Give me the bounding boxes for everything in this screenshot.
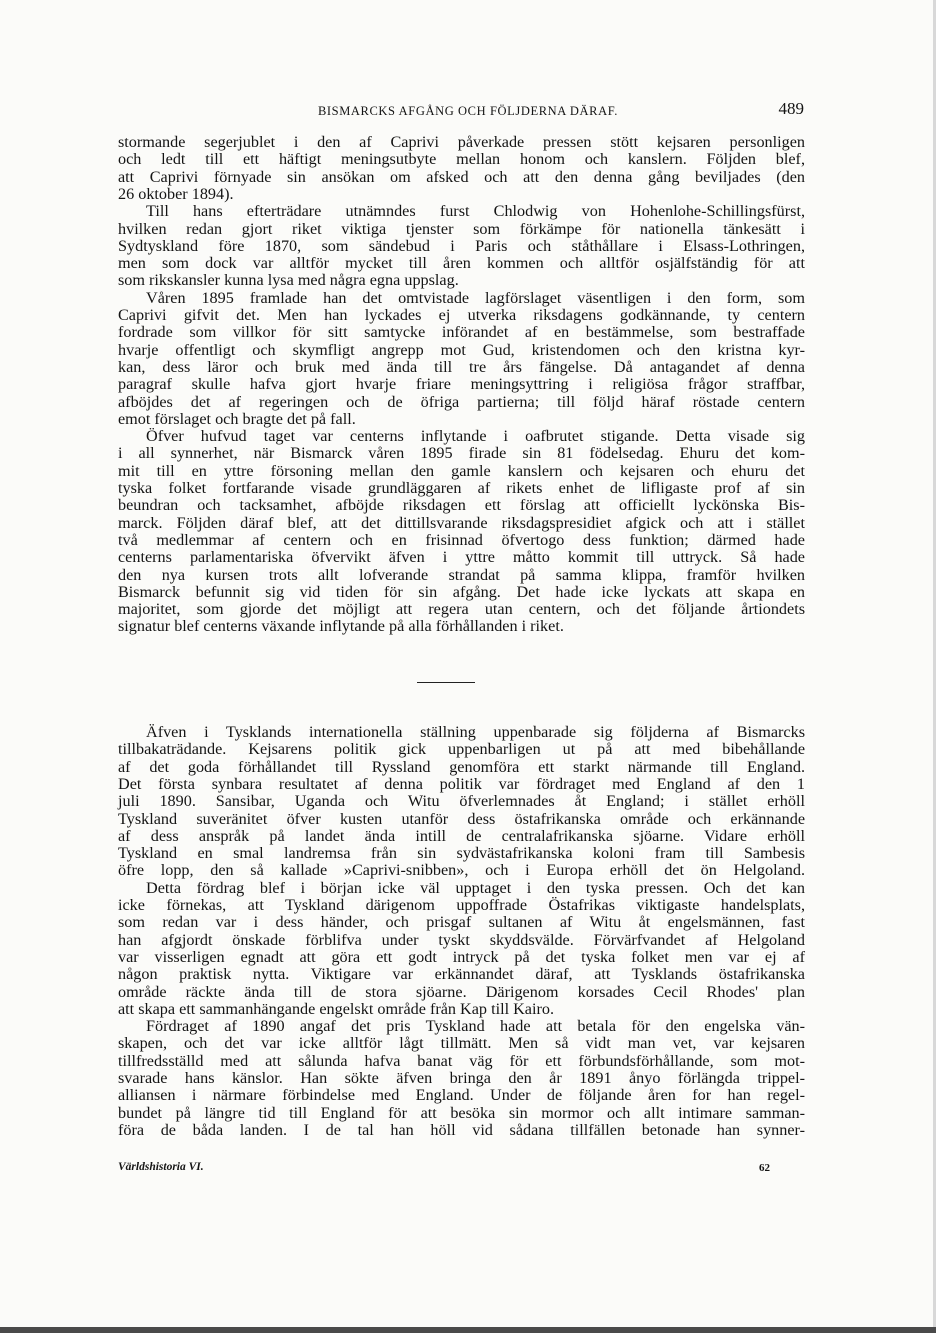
text-line: tillfredsställd med att sålunda hafva banat väg för ett förbundsförhållande, som mot- xyxy=(118,1051,805,1070)
text-line: den nya kursen trots allt lofverande strandat på samma klippa, framför hvilken xyxy=(118,565,805,584)
text-line: som rikskansler kunna lysa med några egna uppslag. xyxy=(118,271,459,290)
text-line: som redan var i dess händer, och prisgaf sultanen af Witu åt engelsmännen, fast xyxy=(118,913,805,932)
text-line: och ledt till ett häftigt meningsutbyte mellan honom och kanslern. Följden blef, xyxy=(118,150,805,169)
footer-signature: Världshistoria VI. xyxy=(118,1161,204,1173)
text-line: Fördraget af 1890 angaf det pris Tyskland hade att betala för den engelska vän- xyxy=(146,1017,805,1036)
text-line: kan, dess läror och bruk med ända till tre års fängelse. Då antagandet af denna xyxy=(118,357,805,376)
text-line: fordrade som villkor för sitt samtycke införandet af en bestämmelse, som bestraffade xyxy=(118,323,805,342)
text-line: var visserligen egnadt att göra ett godt intryck på det tyska folket men var ej af xyxy=(118,947,805,966)
text-line: att skapa ett sammanhängande engelskt område från Kap till Kairo. xyxy=(118,999,555,1018)
text-line: hvarje offentligt och skymfligt angrepp mot Gud, kristendomen och den kristna kyr- xyxy=(118,340,805,359)
text-line: föra de båda landen. I de tal han höll vid sådana tillfällen betonade han synner- xyxy=(118,1120,805,1139)
text-line: alliansen i närmare förbindelse med England. Under de följande åren for han regel- xyxy=(118,1086,805,1105)
text-line: beundran och tacksamhet, afböjde riksdagen ett förslag att officiellt lyckönska Bis- xyxy=(118,496,805,515)
text-line: stormande segerjublet i den af Caprivi påverkade pressen stött kejsaren personligen xyxy=(118,133,805,151)
text-line: men som dock var alltför mycket till åren kommen och alltför osjälfständig för att xyxy=(118,254,805,273)
text-line: Det första synbara resultatet af denna politik var fördraget med England af den 1 xyxy=(118,774,805,793)
text-line: marck. Följden däraf blef, att det dittillsvarande riksdagspresidiet afgick och att i stället xyxy=(118,513,805,532)
text-line: öfre lopp, den så kallade »Caprivi-snibben», och i Europa erhöll det ön Helgoland. xyxy=(118,861,805,880)
section-divider xyxy=(417,682,475,683)
text-line: han afgjordt önskade förblifva under tyskt skyddsvälde. Förvärfvandet af Helgoland xyxy=(118,930,805,949)
text-line: af det goda förhållandet till Ryssland genomföra ett starkt närmande till England. xyxy=(118,757,805,776)
text-line: Våren 1895 framlade han det omtvistade lagförslaget väsentligen i den form, som xyxy=(146,288,805,307)
text-line: centerns parlamentariska öfvervikt äfven i yttre måtto kommit till uttryck. Så hade xyxy=(118,548,805,567)
text-line: afböjdes det af regeringen och de öfriga partierna; till följd häraf röstade centern xyxy=(118,392,805,411)
footer-sheet-number: 62 xyxy=(759,1162,770,1174)
text-line: tillbakaträdande. Kejsarens politik gick uppenbarligen ut på att med bibehållande xyxy=(118,740,805,759)
text-line: bundet på längre tid till England för att besöka sin mormor och allt intimare samman- xyxy=(118,1103,805,1122)
text-line: 26 oktober 1894). xyxy=(118,184,234,203)
text-line: Äfven i Tysklands internationella ställning uppenbarade sig följderna af Bismarcks xyxy=(146,723,805,741)
text-line: Sydtyskland före 1870, som sändebud i Paris och ståthållare i Elsass-Lothringen, xyxy=(118,236,805,255)
page-number: 489 xyxy=(778,99,804,118)
text-line: svarade hans känslor. Han sökte äfven bringa den år 1891 ånyo förlängda trippel- xyxy=(118,1069,805,1087)
text-line: juli 1890. Sansibar, Uganda och Witu öfverlemnades åt England; i stället erhöll xyxy=(118,792,805,811)
text-line: Tyskland en smal landremsa från sin sydvästafrikanska koloni fram till Sambesis xyxy=(118,844,805,863)
running-header: BISMARCKS AFGÅNG OCH FÖLJDERNA DÄRAF. xyxy=(317,104,619,118)
text-line: emot förslaget och bragte det på fall. xyxy=(118,409,356,428)
text-line: paragraf skulle hafva gjort hvarje friare meningsyttring i religiösa frågor straffbar, xyxy=(118,375,805,394)
text-line: majoritet, som gjorde det möjligt att regera utan centern, och det följande årtiondets xyxy=(118,600,805,619)
text-line: Till hans efterträdare utnämndes furst Chlodwig von Hohenlohe-Schillingsfürst, xyxy=(146,202,805,221)
text-line: område räckte ända till de stora sjöarne. Därigenom korsades Cecil Rhodes' plan xyxy=(118,982,805,1001)
text-line: tyska folket fortfarande visade grundläggaren af rikets enhet de lifligaste prof af sin xyxy=(118,479,805,497)
text-line: Bismarck befunnit sig vid tiden för sin afgång. Det hade icke lyckats att skapa en xyxy=(118,582,805,601)
text-line: mit till en yttre försoning mellan den gamle kanslern och kejsaren och ehuru det xyxy=(118,461,805,480)
text-line: någon praktisk nytta. Viktigare var erkännandet däraf, att Tysklands östafrikanska xyxy=(118,965,805,984)
text-line: Detta fördrag blef i början icke väl upptaget i den tyska pressen. Och det kan xyxy=(146,878,805,897)
text-line: två medlemmar af centern och en frisinnad öfvertogo dess funktion; därmed hade xyxy=(118,530,805,549)
text-line: i all synnerhet, när Bismarck våren 1895 firade sin 81 födelsedag. Ehuru det kom- xyxy=(118,444,805,463)
scan-bottom-border xyxy=(0,1327,936,1333)
text-line: Öfver hufvud taget var centerns inflytande i oafbrutet stigande. Detta visade sig xyxy=(146,427,805,446)
text-line: Caprivi gifvit det. Men han lyckades ej utverka riksdagens godkännande, ty centern xyxy=(118,306,805,324)
text-line: signatur blef centerns växande inflytande på alla förhållanden i riket. xyxy=(118,617,564,636)
text-line: Tyskland suveränitet öfver kusten utanför dess östafrikanska område och erkännande xyxy=(118,809,805,828)
text-line: att Caprivi förnyade sin ansökan om afsked och att den denna gång beviljades (den xyxy=(118,167,805,186)
text-line: hvilken redan gjort riket viktiga tjenster som förkämpe för nationella tänkesätt i xyxy=(118,219,805,238)
text-line: skapen, och det var icke alltför lågt tillmätt. Men så vidt man vet, var kejsaren xyxy=(118,1034,805,1053)
text-line: af dess anspråk på landet ända intill de centralafrikanska sjöarne. Vidare erhöll xyxy=(118,826,805,845)
text-line: icke förnekas, att Tyskland därigenom uppoffrade Östafrikas viktigaste handelsplats, xyxy=(118,896,805,914)
